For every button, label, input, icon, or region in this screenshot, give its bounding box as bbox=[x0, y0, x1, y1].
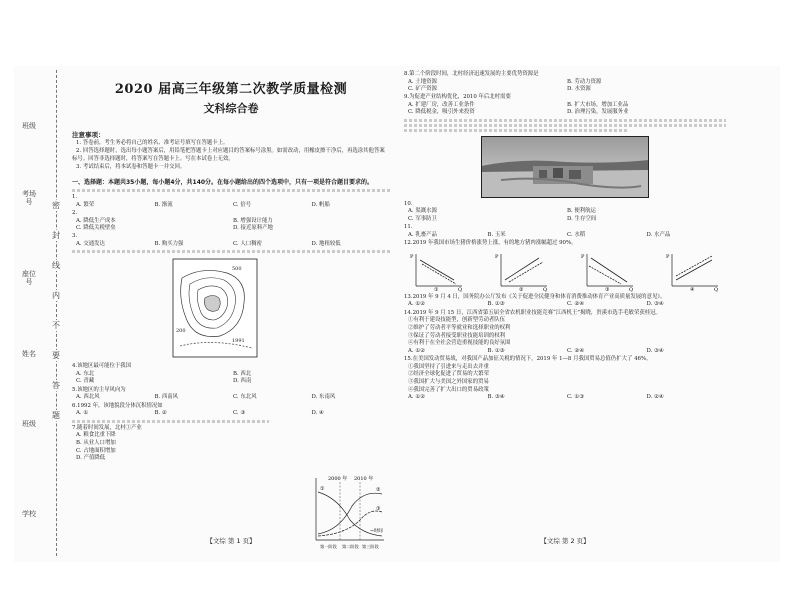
option: C. ①③ bbox=[567, 394, 585, 401]
option: A. 渠溉水源 bbox=[408, 208, 437, 215]
map-label: 200 bbox=[176, 328, 186, 335]
svg-text:P: P bbox=[410, 253, 414, 260]
svg-text:P: P bbox=[495, 253, 499, 260]
option: A. ① bbox=[76, 410, 89, 417]
statement: ②维护了劳动者平等就业和选择职业的权利 bbox=[408, 325, 511, 331]
margin-field-name: 姓名 bbox=[22, 350, 36, 358]
option: B. 便利航运 bbox=[567, 208, 596, 215]
option: D. 水产品 bbox=[646, 231, 671, 238]
option: A. 西北风 bbox=[76, 394, 100, 401]
section-heading: 一、选择题：本题共35小题，每小题4分，共140分。在每小题给出的四个选项中，只有一项是符合题目要求的。 bbox=[72, 179, 374, 186]
question-number: 3. bbox=[72, 233, 78, 240]
svg-text:③: ③ bbox=[604, 286, 610, 292]
margin-field-class-2: 班级 bbox=[22, 420, 36, 428]
option: D. ④ bbox=[311, 410, 324, 417]
statement: ①我国坚持了引进来与走出去并重 bbox=[408, 363, 489, 370]
page-footer: 【文综 第 2 页】 bbox=[540, 537, 590, 545]
seal-line bbox=[56, 70, 57, 556]
graph-2 bbox=[493, 250, 551, 292]
supply-demand-graphs bbox=[408, 250, 722, 292]
stage-label: 第二阶段 bbox=[342, 544, 359, 549]
svg-text:④: ④ bbox=[689, 286, 695, 292]
option: C. 降低关税壁垒 bbox=[76, 225, 116, 231]
question-options bbox=[72, 394, 390, 401]
option: A. 乳畜产品 bbox=[408, 231, 437, 238]
question-options bbox=[404, 102, 726, 117]
question-text: 6.1992 年，该地貌段分体沉积情况如 bbox=[72, 402, 163, 409]
option: C. 人口稠密 bbox=[233, 241, 262, 247]
option: A. 交通发达 bbox=[76, 241, 105, 247]
page-footer: 【文综 第 1 页】 bbox=[206, 537, 256, 545]
question-text: 13.2019 年 9 月 4 日，国务院办公厅发布《关于促进全民健身和体育消费推动体育产业高质量发展的意见》。 bbox=[404, 293, 666, 300]
option: C. ②④ bbox=[567, 347, 585, 354]
binding-margin bbox=[18, 70, 68, 556]
graph-4 bbox=[664, 250, 722, 292]
option: C. 倍号 bbox=[233, 201, 252, 208]
margin-field-class: 班级 bbox=[22, 122, 36, 130]
question-options bbox=[72, 410, 390, 417]
graph-3 bbox=[579, 250, 637, 292]
exam-subtitle: 文科综合卷 bbox=[203, 102, 259, 115]
option: B. 扩大市场，增加工业品 bbox=[567, 102, 629, 108]
seal-char: 内 bbox=[48, 290, 64, 301]
question-text: 12.2019 年我国市场生猪价格涨势上涨，有的地方猪肉涨幅超过 90%。 bbox=[404, 240, 577, 247]
svg-text:Q: Q bbox=[543, 286, 548, 292]
option: C. 水稻 bbox=[567, 231, 586, 238]
question-options bbox=[404, 79, 726, 94]
option: A. 土地资源 bbox=[408, 78, 437, 85]
option: D. ③④ bbox=[646, 301, 664, 308]
option: B. ①③ bbox=[487, 301, 505, 308]
svg-text:Q: Q bbox=[458, 286, 463, 292]
axis-label-time: →时间 bbox=[370, 529, 383, 534]
question-number: 1. bbox=[72, 194, 78, 200]
option: C. 军事防卫 bbox=[408, 215, 437, 222]
option: D. 治理污染，发展服务业 bbox=[567, 109, 629, 116]
seal-char: 封 bbox=[48, 230, 64, 241]
statement: ③保证了劳动者接受职业技能培训的权利 bbox=[408, 332, 506, 339]
page-1 bbox=[72, 70, 390, 556]
question-text: 4.该地区最可能位于我国 bbox=[72, 363, 132, 370]
question-options bbox=[404, 348, 726, 355]
option: C. 矿产资源 bbox=[408, 86, 437, 92]
question-options bbox=[404, 301, 726, 308]
option: B. 西南风 bbox=[154, 394, 179, 401]
chart-label-2000: 2000 年 bbox=[328, 476, 348, 482]
question-text: 9.为促进产业结构优化，2010 年后北村需要 bbox=[404, 94, 511, 101]
notice-heading: 注意事项： bbox=[72, 131, 105, 139]
question-text: 5.该地区的主导风向为 bbox=[72, 386, 126, 393]
seal-char: 要 bbox=[48, 350, 64, 361]
question-text: 15.在美国发动贸易战，对我国产品加征关税的情况下，2019 年 1—8 月我国贸易总值仍扩大了 46%。 bbox=[404, 356, 652, 363]
option: D. 东南风 bbox=[311, 394, 336, 401]
exam-title: 2020 届高三年级第二次教学质量检测 bbox=[114, 82, 348, 97]
seal-char: 不 bbox=[48, 320, 64, 331]
option: B. 劳动力资源 bbox=[567, 78, 602, 85]
curve-label: ① bbox=[320, 486, 325, 492]
statement: ③我国扩大与美国之外国家的贸易 bbox=[408, 378, 489, 385]
question-options bbox=[404, 394, 726, 401]
svg-text:Q: Q bbox=[628, 286, 633, 292]
page-2 bbox=[404, 70, 726, 556]
statement: ②经济全球化促进了贸易的大繁荣 bbox=[408, 371, 489, 378]
option: B. ③④ bbox=[487, 394, 505, 401]
option: D. ③④ bbox=[646, 347, 664, 354]
option: C. 降低税金，吸引外来投资 bbox=[408, 109, 475, 116]
question-number: 11. bbox=[404, 224, 413, 231]
notice-item: 3. 考试结束后，将本试卷和答题卡一并交回。 bbox=[76, 164, 186, 170]
svg-text:P: P bbox=[665, 253, 670, 260]
statement: ①有利于建设技能型，创新型劳动者队伍 bbox=[408, 317, 506, 324]
option: B. 从业人口增加 bbox=[76, 440, 116, 446]
map-label-year: 1991 bbox=[232, 338, 245, 345]
seal-char: 题 bbox=[48, 410, 64, 421]
svg-text:Q: Q bbox=[713, 286, 719, 292]
question-options bbox=[72, 371, 390, 386]
option: C. ②④ bbox=[567, 301, 585, 308]
option: A. 降低生产成本 bbox=[76, 217, 116, 224]
contour-core bbox=[204, 296, 220, 312]
option: C. 占地面积增加 bbox=[76, 447, 116, 454]
statement: ④有利于在全社会营造重视技能的良好氛围 bbox=[408, 340, 511, 347]
option: D. 接近原料产地 bbox=[233, 225, 273, 231]
question-text: 8.第二个阶段时间，北村经济迅速发展的主要优势资源是 bbox=[404, 71, 539, 77]
option: B. 渐流 bbox=[154, 201, 173, 208]
option: C. 东北风 bbox=[233, 394, 257, 401]
option: A. ①② bbox=[408, 301, 425, 308]
seal-char: 线 bbox=[48, 260, 64, 271]
question-text: 7.随着时间发展，北村①产业 bbox=[72, 424, 142, 431]
option: B. 西北 bbox=[233, 371, 252, 377]
option: D. 水资源 bbox=[567, 86, 591, 92]
question-number: 10. bbox=[404, 200, 413, 207]
chart-label-2010: 2010 年 bbox=[354, 476, 374, 482]
option: A. ①② bbox=[408, 347, 425, 354]
option: A. 繁荣 bbox=[76, 201, 95, 208]
question-text: 14.2019 年 9 月 15 日，江西省第五届全省农机职业技能竞赛“江西机王”揭晓，贵溪市选手毛敏荣获桂冠。 bbox=[404, 309, 661, 316]
notice-item: 1. 答卷前，考生务必将自己的姓名、准考证号填写在答题卡上。 bbox=[76, 140, 229, 146]
option: D. ②④ bbox=[646, 394, 664, 401]
option: C. ③ bbox=[233, 410, 246, 417]
option: D. 西南 bbox=[233, 378, 252, 385]
option: D. 生存空间 bbox=[567, 215, 597, 222]
seal-char: 答 bbox=[48, 380, 64, 391]
option: C. 青藏 bbox=[76, 378, 95, 385]
margin-field-seat: 座位号 bbox=[22, 270, 36, 286]
exam-notice bbox=[72, 130, 390, 171]
map-label: 500 bbox=[232, 266, 242, 273]
graph-1 bbox=[408, 250, 466, 292]
question-options bbox=[404, 232, 726, 239]
curve-label: ③ bbox=[376, 506, 381, 512]
option: D. 帆船 bbox=[311, 201, 330, 208]
option: A. 粮食比重下降 bbox=[76, 432, 116, 439]
svg-text:②: ② bbox=[519, 286, 524, 292]
statement: ④我国完善了扩大出口的贸易政策 bbox=[408, 386, 489, 393]
margin-field-exam-room: 考场号 bbox=[22, 190, 36, 206]
curve-label: ② bbox=[376, 487, 381, 493]
option: D. 产值降低 bbox=[76, 455, 106, 462]
option: B. ①③ bbox=[487, 347, 505, 354]
option: B. 玉米 bbox=[487, 231, 506, 238]
option: A. 东北 bbox=[76, 371, 95, 377]
svg-text:①: ① bbox=[434, 286, 439, 292]
option: D. 地租较低 bbox=[311, 241, 341, 247]
option: B. ② bbox=[154, 410, 167, 417]
question-options bbox=[72, 218, 390, 233]
option: B. 增强设计能力 bbox=[233, 217, 273, 224]
question-number: 2. bbox=[72, 210, 78, 216]
question-options bbox=[72, 241, 390, 248]
option: B. 购买力强 bbox=[154, 241, 184, 247]
option: A. 扩建厂房，改善工业条件 bbox=[408, 102, 475, 108]
option: A. ①② bbox=[408, 394, 425, 401]
seal-char: 密 bbox=[48, 200, 64, 211]
question-options bbox=[404, 208, 726, 223]
margin-field-school: 学校 bbox=[22, 510, 36, 518]
notice-item: 2. 回答选择题时，选出每小题答案后，用铅笔把答题卡上对应题目的答案标号涂黑。如需改动，用橡皮擦干净后，再选涂其他答案标号。回答非选择题时，将答案写在答题卡上。写在本试卷上无效。 bbox=[72, 148, 385, 162]
stage-label: 第三阶段 bbox=[362, 544, 379, 549]
stage-label: 第一阶段 bbox=[320, 544, 337, 549]
contour-map bbox=[172, 258, 258, 358]
svg-text:P: P bbox=[580, 253, 585, 260]
question-options bbox=[72, 202, 390, 209]
archaeological-site-photo bbox=[481, 136, 649, 198]
